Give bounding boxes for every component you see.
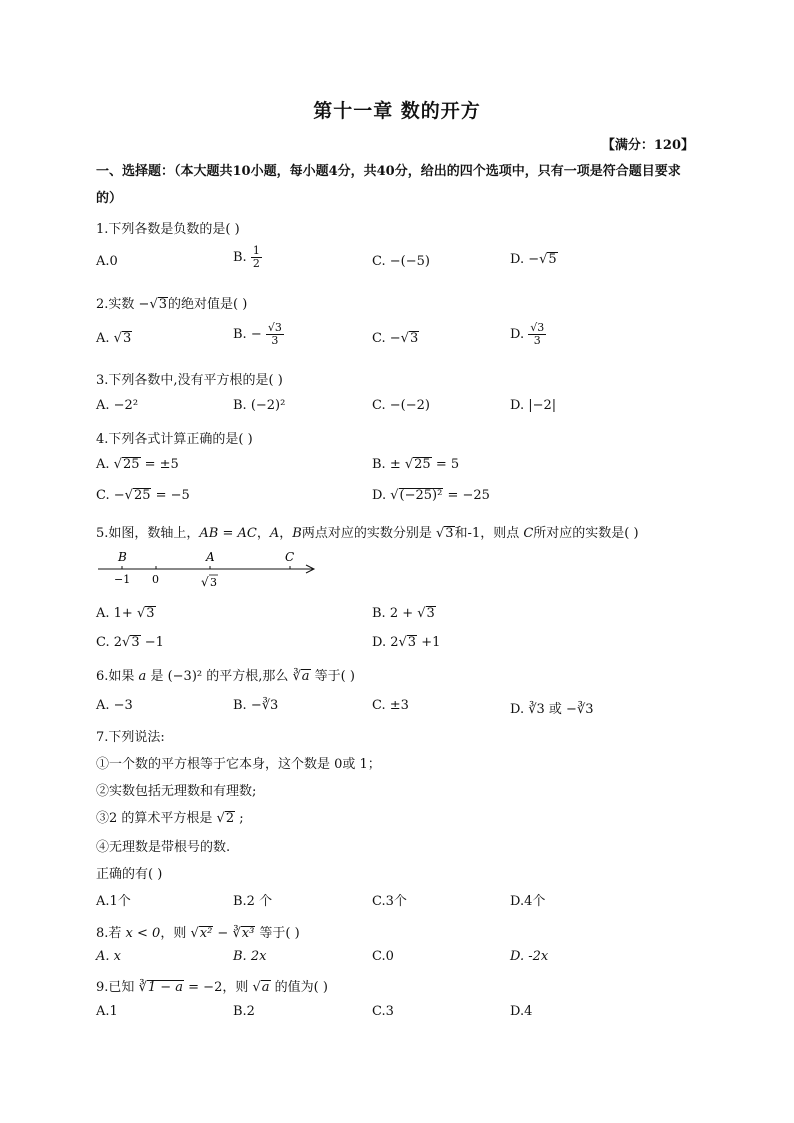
label-c: C <box>285 550 295 564</box>
q5-stem-g: 两点对应的实数分别是 <box>301 526 436 541</box>
q9-stem-radicand-1: 1 − a <box>147 980 184 995</box>
q5-d-radicand: 3 <box>407 635 417 650</box>
section-heading: 一、选择题：（本大题共10小题，每小题4分，共40分，给出的四个选项中，只有一项是符合题目要求的） <box>96 164 681 206</box>
q5-option-b <box>372 606 436 621</box>
sqrt-symbol: √ <box>122 635 131 650</box>
q7-s3-prefix: ③2 的算术平方根是 <box>96 811 217 826</box>
q2-c-radicand: 3 <box>409 331 419 346</box>
question-1-stem: 1.下列各数是负数的是( ) <box>96 222 240 237</box>
question-7-stem: 7.下列说法: <box>96 730 165 745</box>
q1-option-a: A.0 <box>96 254 118 269</box>
q7-s3-suffix: ; <box>235 811 244 826</box>
question-6-stem <box>96 665 355 684</box>
sqrt-symbol: √ <box>404 457 414 472</box>
q6-option-a: A. −3 <box>96 698 133 713</box>
q5-d-prefix: D. 2 <box>372 635 399 650</box>
sqrt-symbol: √ <box>390 488 399 503</box>
q3-option-b: B. (−2)² <box>233 398 286 413</box>
q1-b-prefix: B. <box>233 250 247 265</box>
q7-statement-3 <box>96 807 244 826</box>
q4-c-prefix: C. − <box>96 488 125 503</box>
q1-b-fraction <box>251 245 262 270</box>
q5-d-suffix: +1 <box>417 635 441 650</box>
q4-b-radicand: 25 <box>414 457 431 472</box>
label-sqrt3: 3 <box>210 576 217 589</box>
q5-a-prefix: A. 1+ <box>96 606 137 621</box>
q2-d-prefix: D. <box>510 327 525 342</box>
q2-d-num: √3 <box>530 321 545 334</box>
q5-stem-h: 和-1，则点 <box>454 526 524 541</box>
q8-stem-radicand-1: x² <box>199 926 213 941</box>
sqrt-symbol: √ <box>190 926 199 941</box>
q7-option-d: D.4个 <box>510 894 546 909</box>
q4-c-radicand: 25 <box>133 488 151 503</box>
q4-b-suffix: = 5 <box>431 457 460 472</box>
q8-stem-c: ，则 <box>160 926 191 941</box>
sqrt-symbol: √ <box>435 526 445 541</box>
sqrt-symbol: √ <box>400 331 409 346</box>
q8-option-c: C.0 <box>372 949 394 964</box>
q5-stem-f: B <box>292 526 302 541</box>
q4-d-prefix: D. <box>372 488 391 503</box>
q5-c-suffix: −1 <box>140 635 164 650</box>
sqrt-symbol: √ <box>136 606 146 621</box>
q2-d-fraction <box>528 322 546 347</box>
q2-stem-suffix: 的绝对值是( ) <box>168 297 248 312</box>
sqrt-symbol: √ <box>113 331 122 346</box>
full-score: 【满分：120】 <box>601 138 694 153</box>
q5-a-radicand: 3 <box>146 606 155 621</box>
q6-option-b: B. −∛3 <box>233 698 279 713</box>
q4-d-radicand: (−25)² <box>399 488 443 503</box>
q4-c-suffix: = −5 <box>151 488 190 503</box>
q4-option-c <box>96 488 190 503</box>
q7-statement-4: ④无理数是带根号的数. <box>96 840 231 855</box>
q6-stem-radicand: a <box>301 669 310 684</box>
q6-stem-var: a <box>138 669 147 684</box>
q6-stem-b: 是 (−3)² 的平方根,那么 ∛ <box>146 669 301 684</box>
label-zero: 0 <box>152 573 159 586</box>
question-9-stem <box>96 976 328 995</box>
sqrt-symbol: √ <box>124 488 133 503</box>
q5-option-d <box>372 635 440 650</box>
q1-option-d <box>510 252 558 267</box>
q8-option-d: D. -2x <box>510 949 549 964</box>
q2-stem-prefix: 2.实数 − <box>96 297 150 312</box>
q2-c-prefix: C. − <box>372 331 401 346</box>
q6-stem-c: 等于( ) <box>310 669 355 684</box>
q3-option-c: C. −(−2) <box>372 398 430 413</box>
q9-option-d: D.4 <box>510 1004 533 1019</box>
q5-stem-b: AB = AC <box>199 526 257 541</box>
sqrt-symbol: √ <box>398 635 407 650</box>
question-5-stem <box>96 522 639 541</box>
label-a: A <box>206 550 215 564</box>
label-b: B <box>118 550 127 564</box>
q9-option-b: B.2 <box>233 1004 255 1019</box>
q9-stem-a: 9.已知 ∛ <box>96 980 147 995</box>
q5-c-prefix: C. 2 <box>96 635 123 650</box>
sqrt-symbol: √ <box>201 575 209 589</box>
number-line-figure <box>92 545 322 593</box>
q2-option-a <box>96 331 132 346</box>
page-title: 第十一章 数的开方 <box>313 100 481 122</box>
q8-stem-b: x < 0 <box>125 926 161 941</box>
q2-a-radicand: 3 <box>122 331 132 346</box>
q4-a-radicand: 25 <box>122 457 140 472</box>
q2-a-prefix: A. <box>96 331 114 346</box>
q5-stem-c: ， <box>256 526 270 541</box>
question-8-stem <box>96 922 300 941</box>
sqrt-symbol: √ <box>539 252 548 267</box>
q8-stem-d: − ∛ <box>213 926 241 941</box>
q1-option-b <box>233 245 262 270</box>
label-neg1: −1 <box>114 573 131 586</box>
q1-d-prefix: D. − <box>510 252 540 267</box>
q7-option-c: C.3个 <box>372 894 407 909</box>
q5-stem-radicand: 3 <box>445 526 454 541</box>
q8-option-b: B. 2x <box>233 949 267 964</box>
q4-option-d <box>372 488 490 503</box>
q9-option-a: A.1 <box>96 1004 118 1019</box>
sqrt-symbol: √ <box>417 606 426 621</box>
q6-option-c: C. ±3 <box>372 698 409 713</box>
q2-option-d <box>510 322 546 347</box>
q5-stem-d: A <box>269 526 280 541</box>
q8-stem-e: 等于( ) <box>255 926 300 941</box>
q7-s3-radicand: 2 <box>225 811 235 826</box>
q9-stem-b: = −2，则 <box>184 980 253 995</box>
q5-stem-a: 5.如图，数轴上， <box>96 526 200 541</box>
q8-stem-a: 8.若 <box>96 926 126 941</box>
sqrt-symbol: √ <box>113 457 122 472</box>
sqrt-symbol: √ <box>216 811 225 826</box>
q7-statement-1: ①一个数的平方根等于它本身，这个数是 0或 1； <box>96 757 381 772</box>
q5-b-prefix: B. 2 + <box>372 606 418 621</box>
q5-stem-e: ， <box>279 526 293 541</box>
q9-option-c: C.3 <box>372 1004 394 1019</box>
q4-a-prefix: A. <box>96 457 114 472</box>
q7-statement-2: ②实数包括无理数和有理数; <box>96 784 257 799</box>
q4-option-b <box>372 457 459 472</box>
q5-stem-j: 所对应的实数是( ) <box>533 526 639 541</box>
q1-d-radicand: 5 <box>548 252 557 267</box>
q2-stem-radicand: 3 <box>158 297 168 312</box>
q2-b-prefix: B. − <box>233 327 262 342</box>
q2-b-den: 3 <box>271 334 279 347</box>
q5-b-radicand: 3 <box>426 606 435 621</box>
q3-option-d: D. |−2| <box>510 398 557 413</box>
q3-option-a: A. −2² <box>96 398 139 413</box>
q2-b-num: √3 <box>267 321 282 334</box>
q9-stem-radicand-2: a <box>261 980 270 995</box>
q1-option-c: C. −(−5) <box>372 254 430 269</box>
q5-option-c <box>96 635 164 650</box>
q4-d-suffix: = −25 <box>443 488 490 503</box>
q1-b-num: 1 <box>252 244 260 257</box>
q5-stem-i: C <box>523 526 534 541</box>
q2-option-b <box>233 322 284 347</box>
question-2-stem <box>96 293 247 312</box>
q7-prompt: 正确的有( ) <box>96 867 163 882</box>
question-4-stem: 4.下列各式计算正确的是( ) <box>96 432 253 447</box>
q5-c-radicand: 3 <box>131 635 140 650</box>
q7-option-b: B.2 个 <box>233 894 273 909</box>
q8-option-a: A. x <box>96 949 121 964</box>
q7-option-a: A.1个 <box>96 894 131 909</box>
q5-option-a <box>96 606 156 621</box>
q4-option-a <box>96 457 179 472</box>
q1-b-den: 2 <box>252 257 260 270</box>
q6-option-d: D. ∛3 或 −∛3 <box>510 702 594 717</box>
q2-b-fraction <box>266 322 284 347</box>
q6-stem-a: 6.如果 <box>96 669 139 684</box>
q9-stem-c: 的值为( ) <box>270 980 328 995</box>
q4-b-prefix: B. ± <box>372 457 405 472</box>
question-3-stem: 3.下列各数中,没有平方根的是( ) <box>96 373 283 388</box>
sqrt-symbol: √ <box>252 980 261 995</box>
q2-d-den: 3 <box>533 334 541 347</box>
q4-a-suffix: = ±5 <box>140 457 179 472</box>
sqrt-symbol: √ <box>149 297 158 312</box>
q8-stem-radicand-2: x³ <box>241 926 255 941</box>
q2-option-c <box>372 331 419 346</box>
